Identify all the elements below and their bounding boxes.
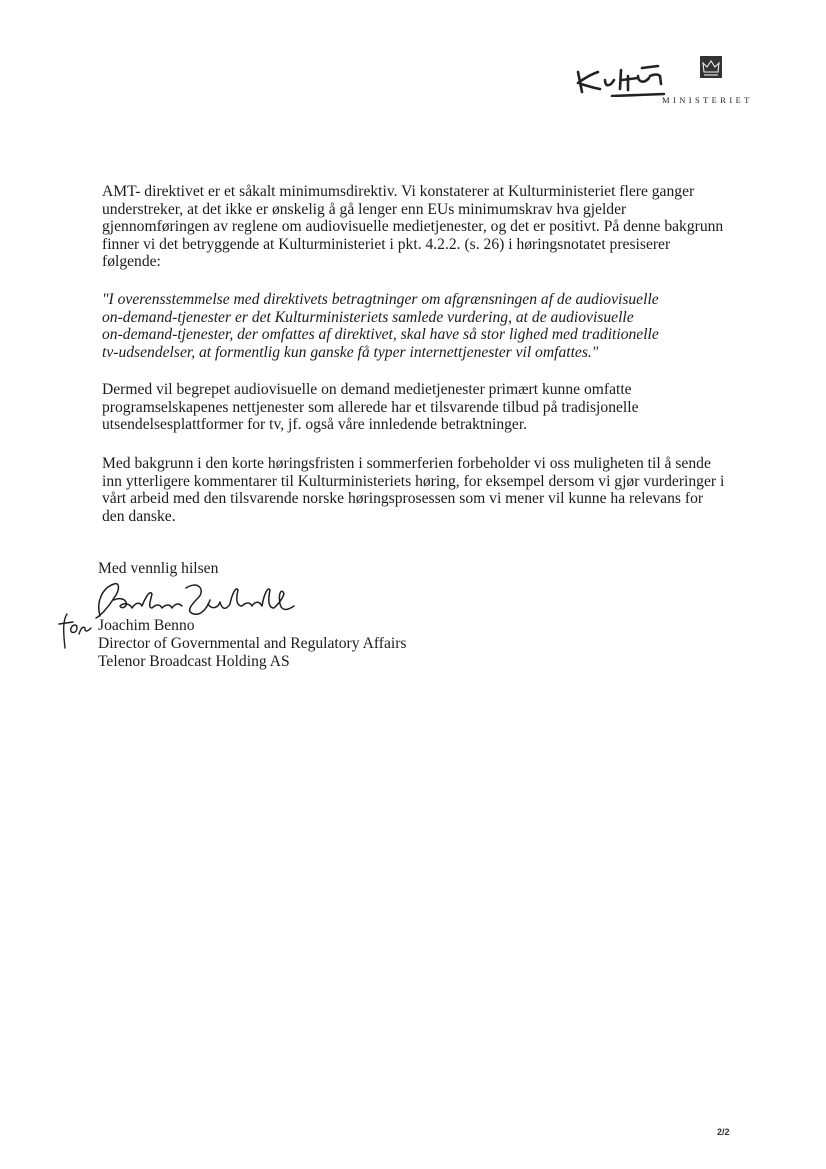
- paragraph-on-demand-scope: Dermed vil begrepet audiovisuelle on demand medietjenester primært kunne omfatte programselskapenes nettjenester som allerede har et tilsvarende tilbud på tradisjonelle utsendelsesplattformer for tv, jf. også våre innledende betraktninger.: [102, 381, 639, 434]
- ministry-logo: [572, 52, 772, 112]
- signatory-company: Telenor Broadcast Holding AS: [98, 653, 290, 670]
- quote-ministry-assessment: "I overensstemmelse med direktivets betragtninger om afgrænsningen af de audiovisuelle on-demand-tjenester er det Kulturministeriets samlede vurdering, at de audiovisuelle on-demand-tjenester, der omfattes af direktivet, skal have så stor lighed med traditionelle tv-udsendelser, at formentlig kun ganske få typer internettjenester vil omfattes.": [102, 291, 659, 361]
- closing-greeting: Med vennlig hilsen: [98, 560, 219, 577]
- paragraph-minimum-directive: AMT- direktivet er et såkalt minimumsdirektiv. Vi konstaterer at Kulturministeriet flere ganger understreker, at det ikke er ønskelig å gå lenger enn EUs minimumskrav hva gjelder gjennomføringen av reglene om audiovisuelle medietjenester, og det er positivt. På denne bakgrunn finner vi det betryggende at Kulturministeriet i pkt. 4.2.2. (s. 26) i høringsnotatet presiserer følgende:: [102, 183, 724, 271]
- handwritten-for-note: [55, 612, 95, 652]
- ministry-wordmark: MINISTERIET: [662, 95, 753, 105]
- kulturministeriet-crown-logo-icon: [572, 52, 772, 97]
- signatory-title: Director of Governmental and Regulatory Affairs: [98, 635, 407, 652]
- page-number: 2/2: [717, 1127, 730, 1137]
- signatory-name: Joachim Benno: [98, 617, 195, 634]
- paragraph-further-comments: Med bakgrunn i den korte høringsfristen i sommerferien forbeholder vi oss muligheten til å sende inn ytterligere kommentarer til Kulturministeriets høring, for eksempel dersom vi gjør vurderinger i vårt arbeid med den tilsvarende norske høringsprosessen som vi mener vil kunne ha relevans for den danske.: [102, 455, 725, 525]
